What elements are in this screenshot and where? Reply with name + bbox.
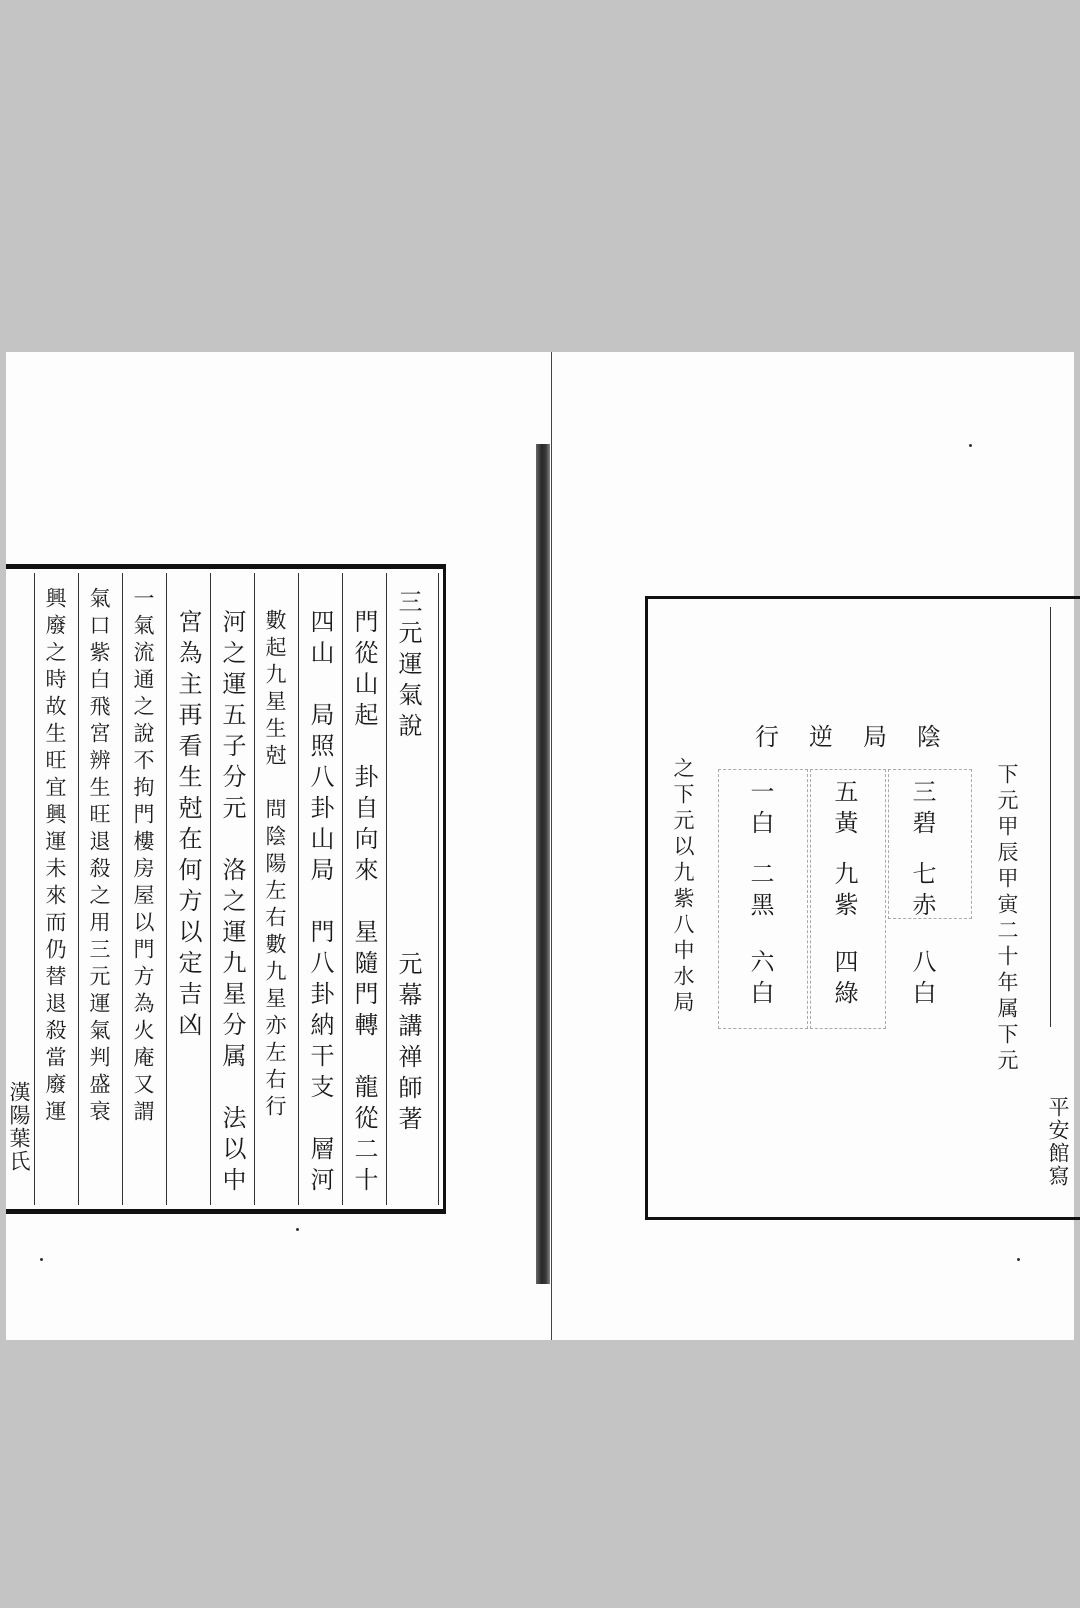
grid-cell: 七赤 (908, 861, 936, 923)
grid-cell: 三碧 (908, 779, 936, 841)
grid-cell: 六白 (746, 949, 774, 1011)
grid-cell: 九紫 (830, 861, 858, 923)
author-line: 元幕講禅師著 (394, 951, 422, 1137)
publisher-mark: 平安館寫 (1046, 1096, 1070, 1188)
left-page (6, 352, 541, 1340)
collector-seal-text: 漢陽葉氏 (7, 1081, 31, 1173)
right-page (551, 352, 1074, 1340)
text-column: 河之運五子分元 洛之運九星分属 法以中 (218, 609, 246, 1198)
grid-heading: 陰局逆行 (755, 723, 971, 751)
text-column: 興廢之時故生旺宜興運未來而仍替退殺當廢運 (43, 587, 67, 1127)
text-column: 宮為主再看生尅在何方以定吉凶 (174, 609, 202, 1043)
water-bureau-note: 之下元以九紫八中水局 (671, 757, 695, 1017)
grid-cell: 五黃 (830, 779, 858, 841)
grid-cell: 一白 (746, 779, 774, 841)
text-column: 氣口紫白飛宮辨生旺退殺之用三元運氣判盛衰 (87, 587, 111, 1127)
cycle-note: 下元甲辰甲寅二十年属下元 (995, 763, 1019, 1075)
text-column: 一氣流通之說不拘門樓房屋以門方為火庵又謂 (131, 587, 155, 1127)
left-page-frame (6, 564, 446, 1214)
book-spread (6, 352, 1074, 1340)
right-page-frame (645, 596, 1080, 1220)
essay-title: 三元運氣說 (394, 589, 422, 744)
text-column: 門從山起 卦自向來 星隨門轉 龍從二十 (350, 609, 378, 1198)
text-column: 四山 局照八卦山局 門八卦納干支 層河 (306, 609, 334, 1198)
grid-cell: 二黑 (746, 861, 774, 923)
grid-cell: 八白 (908, 949, 936, 1011)
text-column: 數起九星生尅 問陰陽左右數九星亦左右行 (263, 609, 287, 1122)
grid-cell: 四綠 (830, 949, 858, 1011)
